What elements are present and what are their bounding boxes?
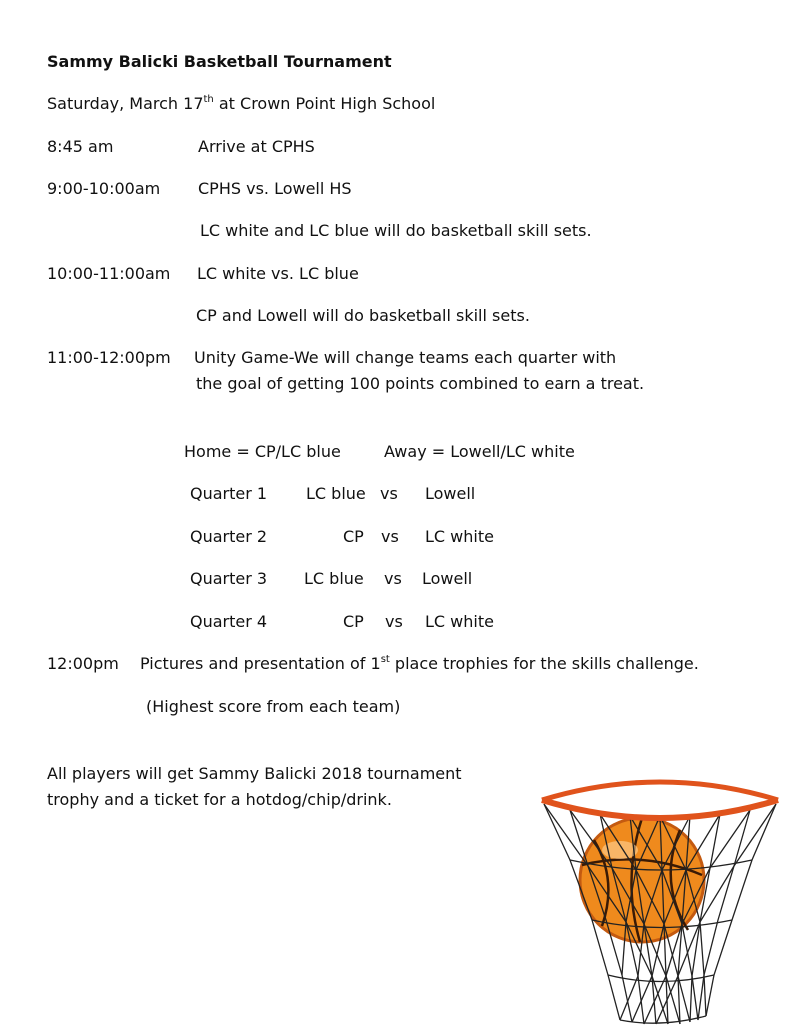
presentation-time: 12:00pm bbox=[47, 654, 119, 673]
schedule-text-unity-cont: the goal of getting 100 points combined to earn a treat. bbox=[196, 374, 645, 393]
presentation-superscript: st bbox=[380, 653, 390, 665]
schedule-text-unity: Unity Game-We will change teams each quarter with bbox=[194, 348, 617, 367]
away-label: Away = Lowell/LC white bbox=[384, 442, 575, 461]
quarter-team-a: CP bbox=[343, 612, 364, 631]
closing-line-1: All players will get Sammy Balicki 2018 tournament bbox=[47, 764, 462, 783]
closing-line-2: trophy and a ticket for a hotdog/chip/drink. bbox=[47, 790, 392, 809]
quarter-vs: vs bbox=[385, 612, 403, 631]
rim-back bbox=[542, 782, 778, 800]
schedule-text-game2: LC white vs. LC blue bbox=[197, 264, 359, 283]
date-superscript: th bbox=[203, 93, 214, 105]
quarter-team-b: LC white bbox=[425, 527, 494, 546]
quarter-label: Quarter 2 bbox=[190, 527, 268, 546]
presentation-text-suffix: place trophies for the skills challenge. bbox=[389, 654, 699, 673]
quarter-label: Quarter 3 bbox=[190, 569, 268, 588]
quarter-team-a: LC blue bbox=[306, 484, 366, 503]
quarter-team-b: Lowell bbox=[422, 569, 473, 588]
quarter-team-a: LC blue bbox=[304, 569, 364, 588]
schedule-time-game2: 10:00-11:00am bbox=[47, 264, 171, 283]
quarter-label: Quarter 1 bbox=[190, 484, 268, 503]
schedule-time-game1: 9:00-10:00am bbox=[47, 179, 161, 198]
basketball-hoop-icon bbox=[530, 770, 790, 1030]
quarter-vs: vs bbox=[384, 569, 402, 588]
schedule-text-arrive: Arrive at CPHS bbox=[198, 137, 315, 156]
quarter-label: Quarter 4 bbox=[190, 612, 268, 631]
quarter-vs: vs bbox=[381, 527, 399, 546]
schedule-text-game1: CPHS vs. Lowell HS bbox=[198, 179, 352, 198]
date-suffix: at Crown Point High School bbox=[213, 94, 436, 113]
quarter-vs: vs bbox=[380, 484, 398, 503]
schedule-note-game2: CP and Lowell will do basketball skill sets. bbox=[196, 306, 530, 325]
rim-front bbox=[542, 800, 778, 818]
quarter-team-a: CP bbox=[343, 527, 364, 546]
schedule-time-unity: 11:00-12:00pm bbox=[47, 348, 171, 367]
schedule-time-arrive: 8:45 am bbox=[47, 137, 114, 156]
presentation-text bbox=[140, 654, 699, 674]
presentation-text-prefix: Pictures and presentation of 1 bbox=[140, 654, 381, 673]
date-prefix: Saturday, March 17 bbox=[47, 94, 204, 113]
date-line bbox=[47, 94, 435, 114]
presentation-note: (Highest score from each team) bbox=[146, 697, 401, 716]
document-title: Sammy Balicki Basketball Tournament bbox=[47, 52, 392, 71]
home-label: Home = CP/LC blue bbox=[184, 442, 341, 461]
schedule-note-game1: LC white and LC blue will do basketball skill sets. bbox=[200, 221, 592, 240]
quarter-team-b: Lowell bbox=[425, 484, 476, 503]
quarter-team-b: LC white bbox=[425, 612, 494, 631]
